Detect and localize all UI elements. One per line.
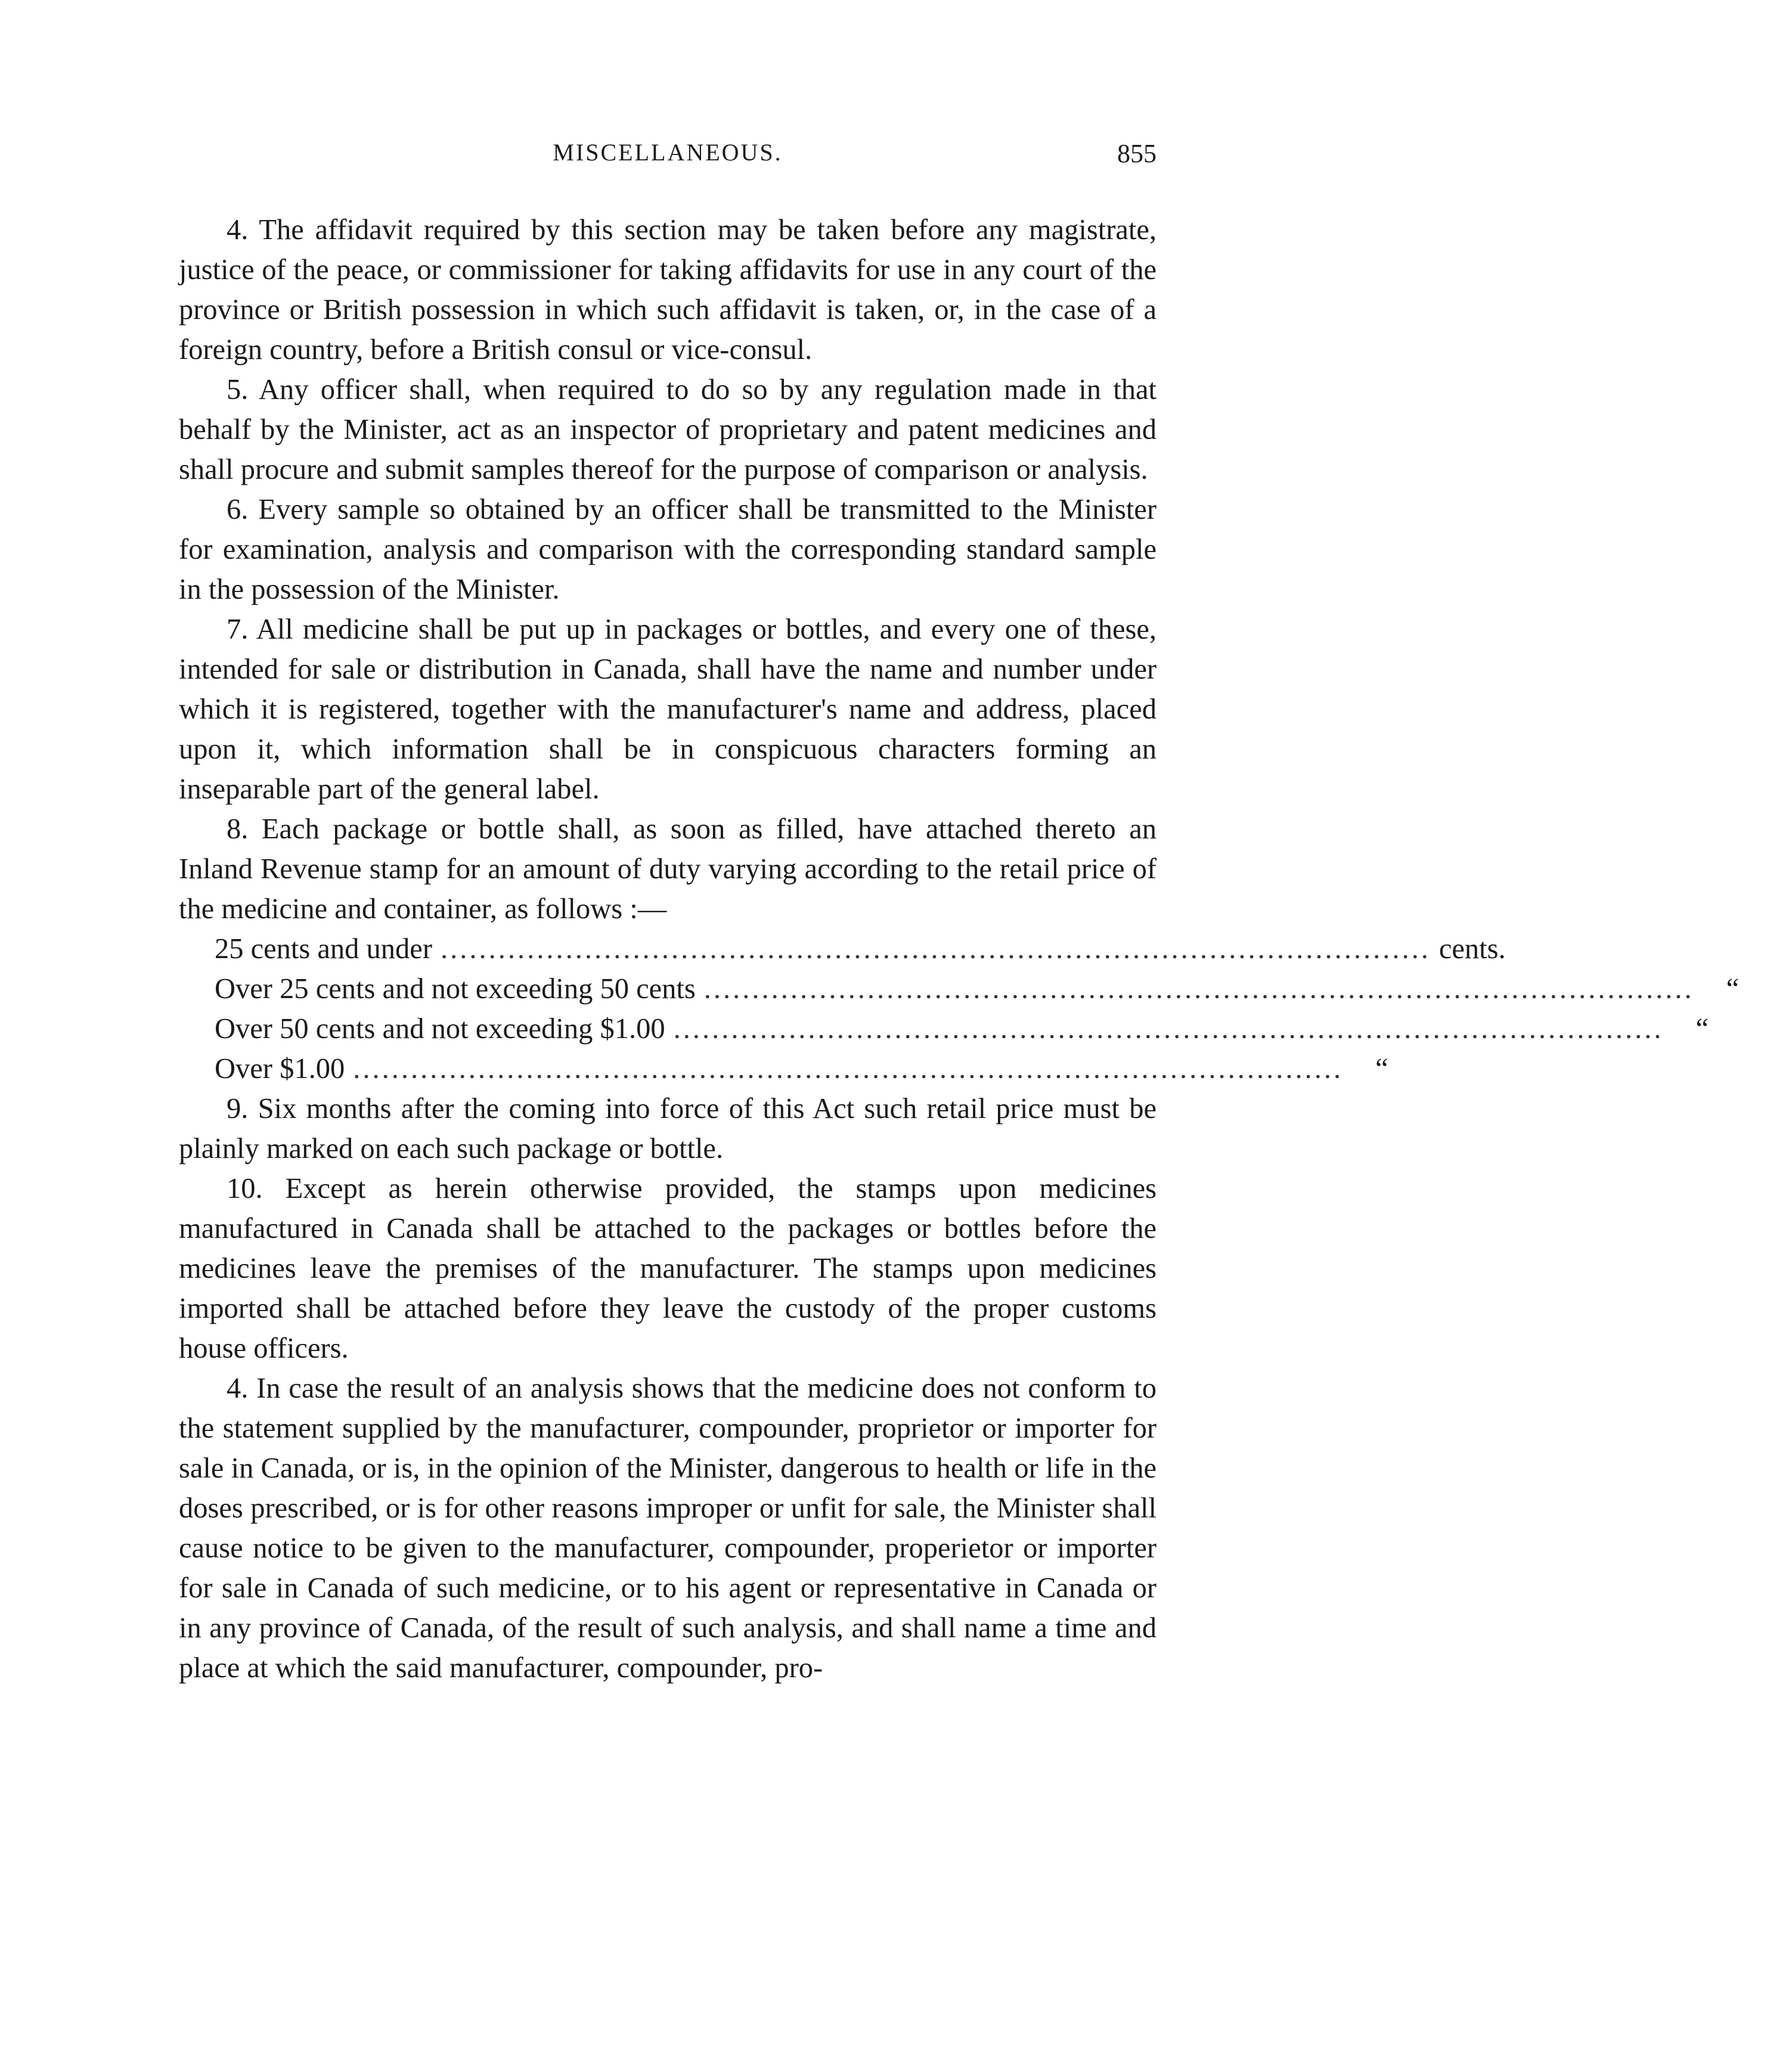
table-row bbox=[215, 1009, 1709, 1049]
duty-row-unit: “ bbox=[1375, 1053, 1388, 1085]
paragraph-section-5: 5. Any officer shall, when required to do so by any regulation made in that behalf by the Minister, act as an inspector of proprietary and patent medicines and shall procure and submit samples thereof for the purpose of comparison or analysis. bbox=[179, 374, 1157, 485]
duty-row-unit: cents. bbox=[1438, 933, 1506, 965]
paragraph-section-4-analysis: 4. In case the result of an analysis shows that the medicine does not conform to the statement supplied by the manufacturer, compounder, proprietor or importer for sale in Canada, or is, in the opinion of the Minister, dangerous to health or life in the doses prescribed, or is for other reasons improper or unfit for sale, the Minister shall cause notice to be given to the manufacturer, compounder, properietor or importer for sale in Canada of such medicine, or to his agent or representative in Canada or in any province of Canada, of the result of such analysis, and shall name a time and place at which the said manufacturer, compounder, pro- bbox=[179, 1373, 1157, 1684]
running-head: MISCELLANEOUS. bbox=[553, 139, 783, 166]
table-row bbox=[215, 969, 1740, 1009]
duty-rate-table bbox=[179, 929, 1740, 1089]
leader-dots: ....................................................................................................... bbox=[353, 1053, 1344, 1085]
paragraph-section-4: 4. The affidavit required by this section may be taken before any magistrate, justice of the peace, or commissioner for taking affidavits for use in any court of the province or British possession in which such affidavit is taken, or, in the case of a foreign country, before a British consul or vice-consul. bbox=[179, 214, 1157, 365]
duty-row-label: Over 25 cents and not exceeding 50 cents bbox=[215, 973, 696, 1005]
page-body bbox=[179, 210, 1740, 1688]
page-header bbox=[179, 138, 1157, 174]
leader-dots: ....................................................................................................... bbox=[673, 1013, 1664, 1045]
duty-row-label: 25 cents and under bbox=[215, 933, 432, 965]
paragraph-section-8: 8. Each package or bottle shall, as soon as filled, have attached thereto an Inland Revenue stamp for an amount of duty varying according to the retail price of the medicine and container, as follows :— bbox=[179, 813, 1157, 925]
duty-row-label: Over $1.00 bbox=[215, 1053, 345, 1085]
duty-row-label: Over 50 cents and not exceeding $1.00 bbox=[215, 1013, 665, 1045]
duty-row-unit: “ bbox=[1726, 973, 1740, 1005]
paragraph-section-9: 9. Six months after the coming into force of this Act such retail price must be plainly marked on each such package or bottle. bbox=[179, 1093, 1157, 1164]
duty-row-unit: “ bbox=[1695, 1013, 1709, 1045]
table-row bbox=[215, 929, 1506, 969]
leader-dots: ....................................................................................................... bbox=[440, 933, 1431, 965]
page-number: 855 bbox=[1117, 139, 1157, 168]
table-row bbox=[215, 1049, 1388, 1089]
paragraph-section-7: 7. All medicine shall be put up in packages or bottles, and every one of these, intended for sale or distribution in Canada, shall have the name and number under which it is registered, together with the manufacturer's name and address, placed upon it, which information shall be in conspicuous characters forming an inseparable part of the general label. bbox=[179, 614, 1157, 805]
paragraph-section-6: 6. Every sample so obtained by an officer shall be transmitted to the Minister for examination, analysis and comparison with the corresponding standard sample in the possession of the Minister. bbox=[179, 494, 1157, 605]
leader-dots: ....................................................................................................... bbox=[703, 973, 1694, 1005]
paragraph-section-10: 10. Except as herein otherwise provided, the stamps upon medicines manufactured in Canada shall be attached to the packages or bottles before the medicines leave the premises of the manufacturer. The stamps upon medicines imported shall be attached before they leave the custody of the proper customs house officers. bbox=[179, 1173, 1157, 1364]
